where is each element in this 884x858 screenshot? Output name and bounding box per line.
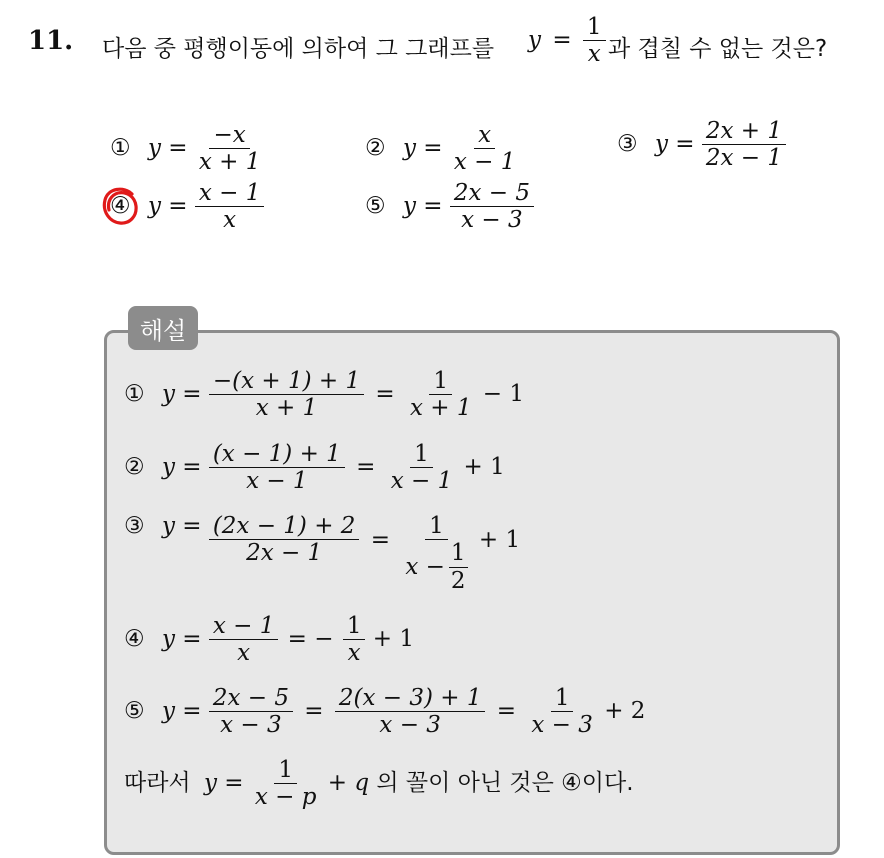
solution-line-2-f1-numerator: (x − 1) + 1	[209, 441, 345, 468]
solution-line-1-tail: − 1	[482, 380, 525, 407]
solution-line-2-f2-denominator: x − 1	[390, 468, 453, 495]
solution-line-5-f3-denominator: x − 3	[531, 712, 593, 739]
solution-line-4-f2-denominator: x	[347, 640, 361, 667]
solution-line-2	[124, 441, 505, 495]
choice-2-fraction	[450, 122, 520, 176]
conclusion-denominator: x − p	[254, 784, 317, 811]
solution-line-5-f2-numerator: 2(x − 3) + 1	[335, 685, 486, 712]
choice-1-numerator: −x	[209, 122, 249, 149]
solution-line-3	[124, 513, 520, 594]
solution-line-2-fraction-1	[209, 441, 345, 495]
question-fraction-denominator: x	[587, 41, 601, 68]
solution-line-3-f2-denominator-pre: x −	[405, 554, 445, 581]
solution-line-3-f2-denominator	[401, 540, 471, 594]
choice-2-lhs: y =	[402, 134, 443, 161]
question-text: 다음 중 평행이동에 의하여 그 그래프를	[102, 36, 495, 62]
conclusion-suffix: 의 꼴이 아닌 것은 ④이다.	[376, 769, 634, 796]
solution-line-3-marker: ③	[124, 513, 145, 539]
solution-line-1-f2-numerator: 1	[429, 368, 452, 395]
solution-line-1-marker: ①	[124, 380, 145, 407]
choice-2-marker: ②	[365, 134, 386, 161]
choice-4-denominator: x	[223, 207, 237, 234]
solution-line-3-f1-numerator: (2x − 1) + 2	[209, 513, 360, 540]
question-text-tail: 과 겹칠 수 없는 것은?	[608, 36, 828, 62]
choice-3-lhs: y =	[654, 130, 695, 157]
solution-line-2-eq: =	[356, 453, 376, 480]
choice-1[interactable]	[110, 122, 264, 176]
solution-line-5-f2-denominator: x − 3	[379, 712, 441, 739]
conclusion-lhs: y =	[203, 769, 244, 796]
solution-line-3-f1-denominator: 2x − 1	[246, 540, 323, 567]
solution-line-3-nested-denominator: 2	[450, 567, 466, 594]
choice-2[interactable]	[365, 122, 519, 176]
conclusion-prefix: 따라서	[124, 769, 191, 796]
choice-3-denominator: 2x − 1	[705, 145, 782, 172]
solution-line-2-f1-denominator: x − 1	[246, 468, 308, 495]
solution-line-1-fraction-1	[209, 368, 364, 422]
solution-line-3-f2-numerator: 1	[425, 513, 448, 540]
question-eq: =	[552, 26, 572, 53]
answer-mark-circle	[102, 186, 140, 226]
choice-1-fraction	[195, 122, 265, 176]
solution-line-4-f1-denominator: x	[237, 640, 251, 667]
solution-line-3-fraction-2	[401, 513, 471, 594]
solution-line-2-fraction-2	[387, 441, 457, 495]
conclusion-fraction	[251, 757, 321, 811]
choice-4-numerator: x − 1	[195, 180, 265, 207]
choice-4-fraction	[195, 180, 265, 234]
solution-line-5	[124, 685, 645, 739]
solution-line-4-tail: + 1	[372, 625, 414, 652]
solution-line-5-f1-numerator: 2x − 5	[209, 685, 293, 712]
choice-4-lhs: y =	[147, 192, 188, 219]
question-y: y	[528, 26, 541, 53]
solution-tag: 해설	[128, 306, 198, 350]
conclusion-numerator: 1	[274, 757, 297, 784]
choice-2-denominator: x − 1	[453, 149, 516, 176]
solution-line-4-eq: = −	[287, 625, 334, 652]
solution-line-5-fraction-1	[209, 685, 293, 739]
solution-line-5-eq2: =	[496, 697, 517, 724]
solution-line-5-lhs: y =	[161, 697, 202, 724]
choice-1-marker: ①	[110, 134, 131, 161]
solution-line-3-lhs: y =	[161, 513, 202, 539]
solution-line-1-f2-denominator: x + 1	[409, 395, 472, 422]
choice-3-numerator: 2x + 1	[702, 118, 786, 145]
solution-line-5-f1-denominator: x − 3	[220, 712, 282, 739]
choice-3-fraction	[702, 118, 786, 172]
choice-4-marker: ④	[110, 192, 131, 219]
conclusion-mid: + q	[327, 769, 370, 796]
choice-1-lhs: y =	[147, 134, 188, 161]
choice-2-numerator: x	[474, 122, 495, 149]
solution-line-2-lhs: y =	[161, 453, 202, 480]
solution-line-5-fraction-2	[335, 685, 486, 739]
question-number: 11.	[28, 26, 74, 56]
solution-line-2-f2-numerator: 1	[410, 441, 433, 468]
solution-line-5-marker: ⑤	[124, 697, 145, 724]
choice-5-marker: ⑤	[365, 192, 386, 219]
solution-line-4-marker: ④	[124, 625, 145, 652]
solution-line-4-fraction-1	[209, 613, 279, 667]
solution-line-3-fraction-1	[209, 513, 360, 567]
solution-conclusion	[124, 757, 634, 811]
solution-line-4-fraction-2	[343, 613, 366, 667]
solution-line-5-tail: + 2	[604, 697, 646, 724]
choice-5-numerator: 2x − 5	[450, 180, 534, 207]
question-function	[528, 14, 606, 68]
question-fraction-numerator: 1	[583, 14, 606, 41]
solution-line-3-eq: =	[370, 527, 391, 553]
solution-line-2-tail: + 1	[463, 453, 505, 480]
choice-5-denominator: x − 3	[461, 207, 523, 234]
solution-line-4-f1-numerator: x − 1	[209, 613, 279, 640]
solution-line-4	[124, 613, 414, 667]
solution-line-1-eq: =	[375, 380, 395, 407]
solution-line-5-f3-numerator: 1	[551, 685, 574, 712]
solution-line-4-f2-numerator: 1	[343, 613, 366, 640]
solution-line-1-fraction-2	[406, 368, 476, 422]
choice-5-fraction	[450, 180, 534, 234]
choice-5[interactable]	[365, 180, 534, 234]
choice-3-marker: ③	[617, 130, 638, 157]
solution-line-1-f1-denominator: x + 1	[255, 395, 318, 422]
solution-line-3-nested-numerator: 1	[450, 540, 466, 567]
choice-3[interactable]	[617, 118, 786, 172]
solution-line-1-lhs: y =	[161, 380, 202, 407]
choice-5-lhs: y =	[402, 192, 443, 219]
solution-line-4-lhs: y =	[161, 625, 202, 652]
choice-1-denominator: x + 1	[198, 149, 261, 176]
solution-line-3-nested-fraction	[449, 540, 468, 594]
solution-line-2-marker: ②	[124, 453, 145, 480]
solution-line-3-tail: + 1	[478, 527, 521, 553]
solution-line-1	[124, 368, 524, 422]
solution-line-5-fraction-3	[527, 685, 597, 739]
solution-line-1-f1-numerator: −(x + 1) + 1	[209, 368, 364, 395]
solution-line-5-eq: =	[304, 697, 324, 724]
question-fraction	[583, 14, 606, 68]
